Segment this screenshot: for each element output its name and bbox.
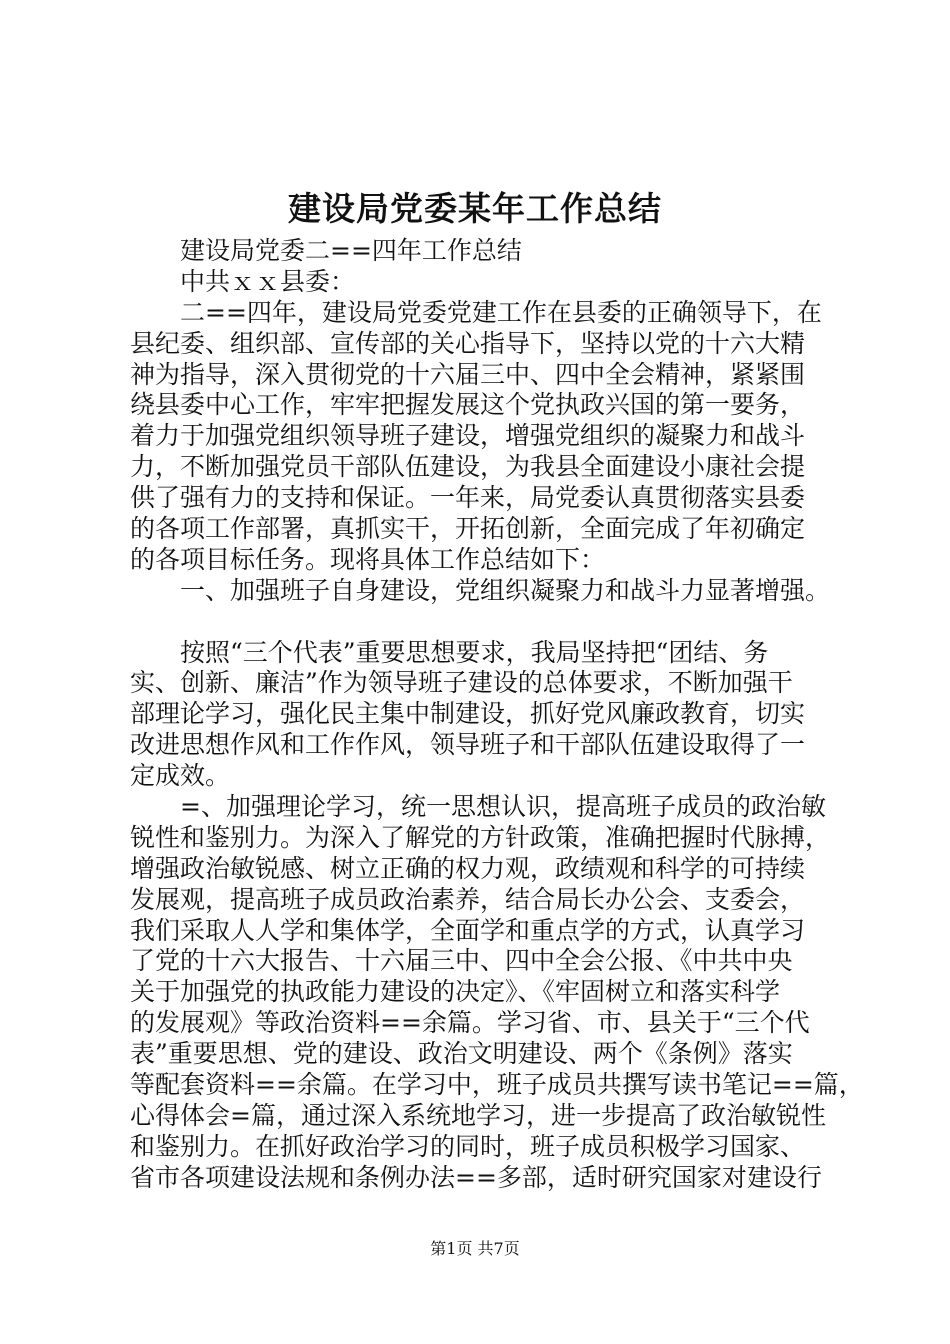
text-line: 的各项目标任务。现将具体工作总结如下： — [130, 544, 606, 574]
text-line: 的发展观》等政治资料==余篇。学习省、市、县关于“三个代 — [130, 1008, 810, 1038]
page-footer: 第1页 共7页 — [430, 1239, 520, 1258]
text-line: 建设局党委二==四年工作总结 — [180, 236, 522, 265]
text-line: 神为指导，深入贯彻党的十六届三中、四中全会精神，紧紧围 — [130, 359, 806, 389]
text-line: 省市各项建设法规和条例办法==多部，适时研究国家对建设行 — [130, 1162, 822, 1192]
text-line: =、加强理论学习，统一思想认识，提高班子成员的政治敏 — [180, 792, 826, 822]
text-line: 一、加强班子自身建设，党组织凝聚力和战斗力显著增强。 — [180, 575, 831, 605]
text-line: 发展观，提高班子成员政治素养，结合局长办公会、支委会， — [130, 884, 806, 914]
text-line: 力，不断加强党员干部队伍建设，为我县全面建设小康社会提 — [130, 452, 806, 482]
text-line: 我们采取人人学和集体学，全面学和重点学的方式，认真学习 — [130, 915, 806, 945]
blank-line — [130, 607, 840, 638]
document-body — [130, 236, 864, 1194]
text-line: 二==四年，建设局党委党建工作在县委的正确领导下，在 — [180, 297, 822, 327]
text-line: 增强政治敏锐感、树立正确的权力观，政绩观和科学的可持续 — [130, 853, 806, 883]
text-line: 部理论学习，强化民主集中制建设，抓好党风廉政教育，切实 — [130, 699, 806, 729]
text-line: 和鉴别力。在抓好政治学习的同时，班子成员积极学习国家、 — [130, 1131, 806, 1161]
text-line: 实、创新、廉洁”作为领导班子建设的总体要求，不断加强干 — [130, 668, 793, 698]
text-line: 了党的十六大报告、十六届三中、四中全会公报、《中共中央 — [130, 946, 793, 976]
text-line: 关于加强党的执政能力建设的决定》、《牢固树立和落实科学 — [130, 977, 781, 1007]
text-line: 绕县委中心工作，牢牢把握发展这个党执政兴国的第一要务， — [130, 390, 806, 420]
text-line: 中共ｘｘ县委： — [180, 266, 356, 296]
text-line: 心得体会=篇，通过深入系统地学习，进一步提高了政治敏锐性 — [130, 1100, 826, 1130]
text-line: 县纪委、组织部、宣传部的关心指导下，坚持以党的十六大精 — [130, 328, 806, 358]
text-line: 改进思想作风和工作作风，领导班子和干部队伍建设取得了一 — [130, 730, 806, 760]
text-line: 表”重要思想、党的建设、政治文明建设、两个《条例》落实 — [130, 1039, 793, 1069]
text-line: 供了强有力的支持和保证。一年来，局党委认真贯彻落实县委 — [130, 483, 806, 513]
text-line: 定成效。 — [130, 761, 231, 791]
text-line: 按照“三个代表”重要思想要求，我局坚持把“团结、务 — [180, 637, 769, 667]
text-line: 锐性和鉴别力。为深入了解党的方针政策，准确把握时代脉搏， — [130, 822, 831, 852]
text-line: 的各项工作部署，真抓实干，开拓创新，全面完成了年初确定 — [130, 514, 806, 544]
text-line: 着力于加强党组织领导班子建设，增强党组织的凝聚力和战斗 — [130, 421, 806, 451]
document-title: 建设局党委某年工作总结 — [288, 189, 662, 228]
text-line: 等配套资料==余篇。在学习中，班子成员共撰写读书笔记==篇， — [130, 1070, 864, 1100]
